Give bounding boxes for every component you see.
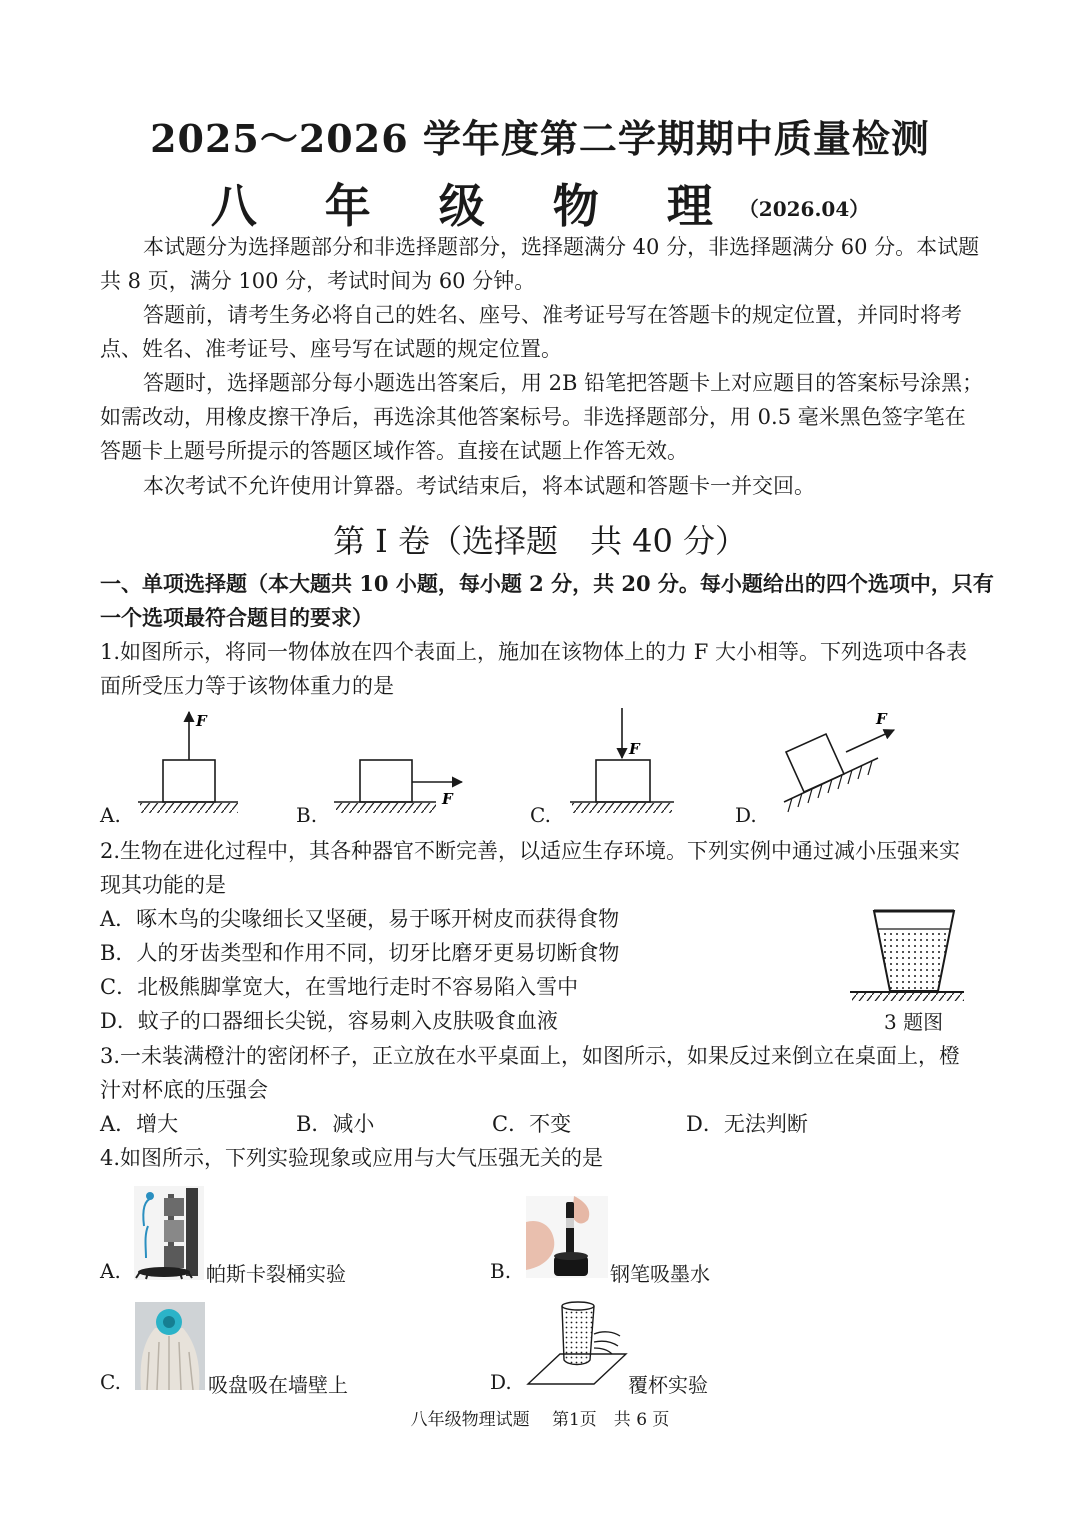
- q3-figure-caption: 3 题图: [884, 1010, 944, 1034]
- q1-figure-b: [334, 760, 462, 813]
- q3-stem-line-1: 3.一未装满橙汁的密闭杯子，正立放在水平桌面上，如图所示，如果反过来倒立在桌面上，橙: [100, 1044, 961, 1068]
- subject-name: 八 年 级 物 理: [210, 179, 739, 233]
- q4-option-b-letter: B.: [490, 1259, 512, 1283]
- q3-stem-line-2: 汁对杯底的压强会: [100, 1078, 268, 1102]
- instruction-line-5: 答题时，选择题部分每小题选出答案后，用 2B 铅笔把答题卡上对应题目的答案标号涂黑；: [143, 371, 984, 395]
- page-footer: 八年级物理试题 第1页 共 6 页: [410, 1410, 670, 1430]
- q1-stem-line-2: 面所受压力等于该物体重力的是: [100, 674, 394, 698]
- instruction-line-1: 本试题分为选择题部分和非选择题部分，选择题满分 40 分，非选择题满分 60 分。本试题: [143, 235, 980, 259]
- q1-a-force-label: F: [196, 712, 207, 730]
- q3-option-d: D．无法判断: [686, 1112, 808, 1136]
- q4-option-d-letter: D.: [490, 1370, 512, 1394]
- q1-stem-line-1: 1.如图所示，将同一物体放在四个表面上，施加在该物体上的力 F 大小相等。下列选项中各表: [100, 640, 967, 664]
- instruction-line-6: 如需改动，用橡皮擦干净后，再选涂其他答案标号。非选择题部分，用 0.5 毫米黑色签字笔在: [100, 405, 966, 429]
- q2-stem-line-1: 2.生物在进化过程中，其各种器官不断完善，以适应生存环境。下列实例中通过减小压强来实: [100, 839, 961, 863]
- q4-option-a-letter: A.: [100, 1259, 121, 1283]
- suction-cup-image: [135, 1302, 205, 1390]
- q1-d-force-label: F: [876, 710, 887, 728]
- instruction-line-8: 本次考试不允许使用计算器。考试结束后，将本试题和答题卡一并交回。: [143, 474, 815, 498]
- q4-option-d-label: 覆杯实验: [628, 1373, 708, 1397]
- q1-option-b-label: B.: [296, 803, 318, 827]
- q3-option-a: A．增大: [100, 1112, 179, 1136]
- q2-option-d: D．蚊子的口器细长尖锐，容易刺入皮肤吸食血液: [100, 1009, 558, 1033]
- q1-figure-a: [138, 712, 238, 813]
- instruction-line-7: 答题卡上题号所提示的答题区域作答。直接在试题上作答无效。: [100, 439, 688, 463]
- q4-option-c-label: 吸盘吸在墙壁上: [208, 1373, 348, 1397]
- q2-stem-line-2: 现其功能的是: [100, 873, 226, 897]
- q4-option-b-label: 钢笔吸墨水: [610, 1262, 710, 1286]
- q2-option-c: C．北极熊脚掌宽大，在雪地行走时不容易陷入雪中: [100, 975, 579, 999]
- part-heading-line-2: 一个选项最符合题目的要求）: [100, 605, 373, 630]
- q1-option-d-label: D.: [735, 803, 757, 827]
- section-title: 第 I 卷（选择题 共 40 分）: [332, 522, 748, 560]
- q3-option-c: C．不变: [492, 1112, 572, 1136]
- q1-option-a-label: A.: [100, 803, 121, 827]
- q1-figures: [0, 700, 1080, 830]
- exam-title: 2025～2026 学年度第二学期期中质量检测: [150, 116, 930, 161]
- pascal-barrel-image: [134, 1186, 204, 1280]
- q4-option-c-letter: C.: [100, 1370, 121, 1394]
- q2-option-a: A．啄木鸟的尖喙细长又坚硬，易于啄开树皮而获得食物: [100, 907, 620, 931]
- q1-option-c-label: C.: [530, 803, 551, 827]
- instruction-line-2: 共 8 页，满分 100 分，考试时间为 60 分钟。: [100, 269, 536, 293]
- inverted-cup-diagram: [524, 1300, 628, 1392]
- q1-figure-d: [784, 710, 894, 812]
- instruction-line-4: 点、姓名、准考证号、座号写在试题的规定位置。: [100, 337, 562, 361]
- q1-c-force-label: F: [629, 740, 640, 758]
- subject-title: [0, 170, 1080, 236]
- exam-date: （2026.04）: [738, 197, 870, 221]
- q3-cup-figure: [840, 895, 970, 1005]
- part-heading-line-1: 一、单项选择题（本大题共 10 小题，每小题 2 分，共 20 分。每小题给出的四个选项中，只有: [100, 571, 994, 596]
- q1-b-force-label: F: [442, 790, 453, 808]
- q4-stem: 4.如图所示，下列实验现象或应用与大气压强无关的是: [100, 1146, 604, 1170]
- instruction-line-3: 答题前，请考生务必将自己的姓名、座号、准考证号写在答题卡的规定位置，并同时将考: [143, 303, 962, 327]
- q4-option-a-label: 帕斯卡裂桶实验: [206, 1262, 346, 1286]
- q3-option-b: B．减小: [296, 1112, 375, 1136]
- fountain-pen-image: [526, 1196, 608, 1278]
- q2-option-b: B．人的牙齿类型和作用不同，切牙比磨牙更易切断食物: [100, 941, 620, 965]
- q1-figure-c: [570, 708, 674, 813]
